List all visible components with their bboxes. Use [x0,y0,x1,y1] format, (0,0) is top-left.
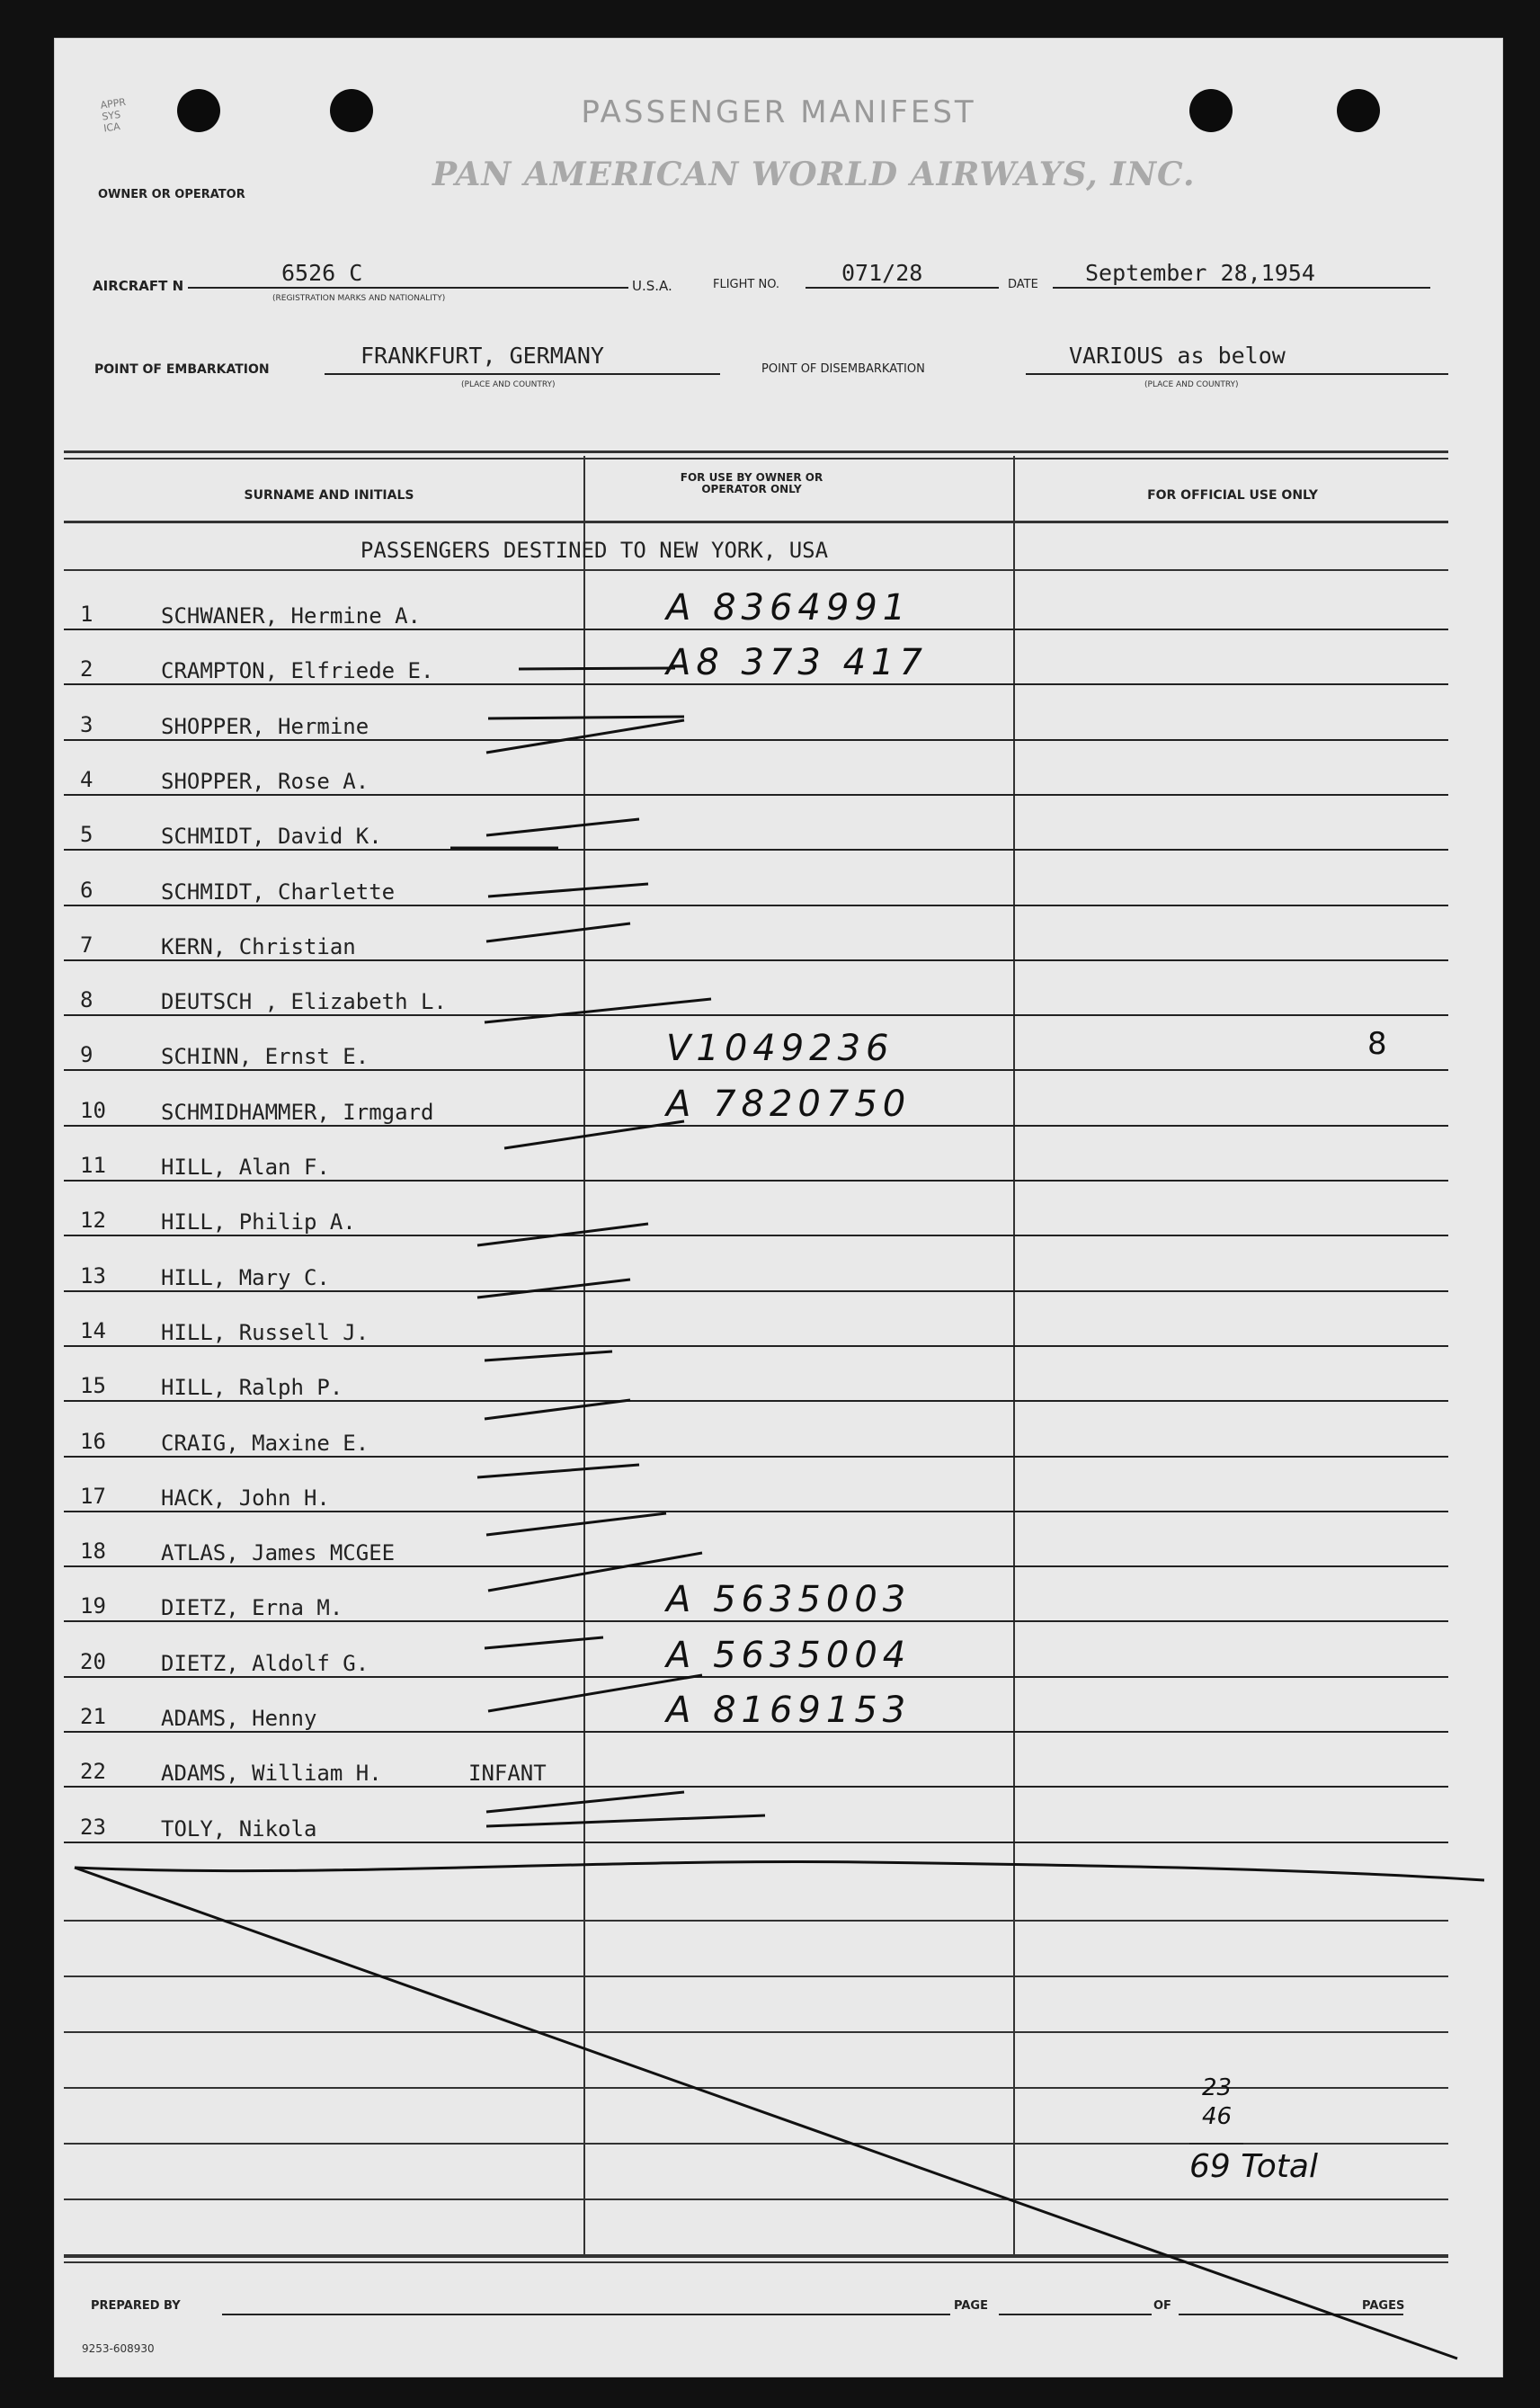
passenger-number: 3 [80,711,93,737]
aircraft-sublabel: (REGISTRATION MARKS AND NATIONALITY) [272,294,446,303]
passenger-name: SHOPPER, Rose A. [161,768,369,794]
passenger-number: 5 [80,822,93,848]
flight-value: 071/28 [841,260,923,286]
passenger-number: 1 [80,602,93,627]
passenger-number: 4 [80,766,93,792]
passenger-name: HILL, Russell J. [161,1319,369,1345]
total-count-a: 23 [1202,2074,1233,2101]
passenger-number: 16 [80,1428,106,1454]
passenger-name: CRAIG, Maxine E. [161,1430,369,1456]
destination-note: PASSENGERS DESTINED TO NEW YORK, USA [360,538,829,563]
carrier-name: PAN AMERICAN WORLD AIRWAYS, INC. [432,156,1196,193]
passenger-number: 19 [80,1593,106,1619]
col-header-owner: FOR USE BY OWNER OR OPERATOR ONLY [680,471,823,495]
approval-stamp: APPR SYS ICA [99,95,127,135]
disembark-sublabel: (PLACE AND COUNTRY) [1144,380,1239,389]
handwritten-number: A 7820750 [666,1083,912,1125]
form-title: PASSENGER MANIFEST [581,94,976,130]
embark-label: POINT OF EMBARKATION [94,362,270,377]
passenger-number: 17 [80,1483,106,1509]
handwritten-number: A 5635003 [666,1579,912,1621]
usa-label: U.S.A. [632,278,672,294]
page-label: PAGE [954,2299,988,2313]
col-header-official: FOR OFFICIAL USE ONLY [1147,488,1318,503]
handwritten-number: A8 373 417 [666,642,928,684]
passenger-number: 10 [80,1097,106,1123]
handwritten-number: A 8364991 [666,587,912,629]
passenger-number: 9 [80,1042,93,1068]
total-count-c: 69 Total [1189,2148,1318,2185]
passenger-number: 18 [80,1538,106,1565]
passenger-number: 22 [80,1759,106,1785]
flight-label: FLIGHT NO. [713,278,780,291]
passenger-number: 13 [80,1262,106,1289]
passenger-number: 8 [80,987,93,1013]
pages-label: PAGES [1362,2299,1405,2313]
passenger-name: ADAMS, Henny [161,1706,317,1731]
passenger-name: SHOPPER, Hermine [161,713,369,739]
passenger-number: 23 [80,1814,106,1840]
passenger-name: DIETZ, Erna M. [161,1595,343,1621]
of-label: OF [1153,2299,1171,2313]
passenger-number: 20 [80,1648,106,1674]
passenger-name: ATLAS, James MCGEE [161,1540,396,1566]
aircraft-value: 6526 C [281,260,363,286]
pen-strokes [55,39,1502,2377]
passenger-name: TOLY, Nikola [161,1815,317,1842]
passenger-name: HILL, Alan F. [161,1155,330,1180]
passenger-name: KERN, Christian [161,933,356,959]
passenger-name: HILL, Philip A. [161,1209,356,1235]
passenger-number: 21 [80,1704,106,1729]
passenger-name: HACK, John H. [161,1485,330,1511]
disembark-value: VARIOUS as below [1069,343,1286,369]
col-header-surname: SURNAME AND INITIALS [244,488,414,503]
prepared-by-label: PREPARED BY [91,2299,181,2313]
aircraft-label: AIRCRAFT N [93,278,184,294]
handwritten-number: V1049236 [666,1028,895,1070]
official-mark: 8 [1367,1026,1387,1063]
owner-label: OWNER OR OPERATOR [98,188,245,201]
passenger-number: 6 [80,877,93,903]
passenger-name: SCHMIDT, David K. [161,824,382,850]
passenger-name: SCHWANER, Hermine A. [161,603,421,629]
passenger-name: DIETZ, Aldolf G. [161,1650,369,1676]
passenger-number: 15 [80,1373,106,1399]
total-count-b: 46 [1202,2103,1233,2130]
passenger-number: 12 [80,1208,106,1234]
disembark-label: POINT OF DISEMBARKATION [761,362,925,376]
embark-value: FRANKFURT, GERMANY [361,343,604,369]
passenger-name: HILL, Mary C. [161,1264,330,1290]
void-diagonal-line [75,1868,1457,2359]
passenger-number: 2 [80,656,93,682]
checkmark-strokes [450,668,765,1826]
void-horizontal-line [75,1862,1484,1880]
passenger-name: SCHINN, Ernst E. [161,1044,369,1070]
passenger-name: ADAMS, William H. [161,1761,382,1787]
passenger-name: DEUTSCH , Elizabeth L. [161,989,447,1015]
passenger-number: 11 [80,1153,106,1178]
passenger-number: 14 [80,1317,106,1343]
manifest-sheet [54,38,1503,2377]
passenger-name: CRAMPTON, Elfriede E. [161,658,434,684]
date-value: September 28,1954 [1085,260,1315,286]
passenger-name: SCHMIDT, Charlette [161,878,396,905]
passenger-name: SCHMIDHAMMER, Irmgard [161,1099,434,1125]
date-label: DATE [1008,278,1038,291]
passenger-name: HILL, Ralph P. [161,1375,343,1401]
passenger-extra: INFANT [468,1761,547,1787]
form-number: 9253-608930 [82,2342,155,2355]
handwritten-number: A 8169153 [666,1690,912,1731]
handwritten-number: A 5635004 [666,1634,912,1676]
embark-sublabel: (PLACE AND COUNTRY) [461,380,556,389]
passenger-number: 7 [80,932,93,958]
